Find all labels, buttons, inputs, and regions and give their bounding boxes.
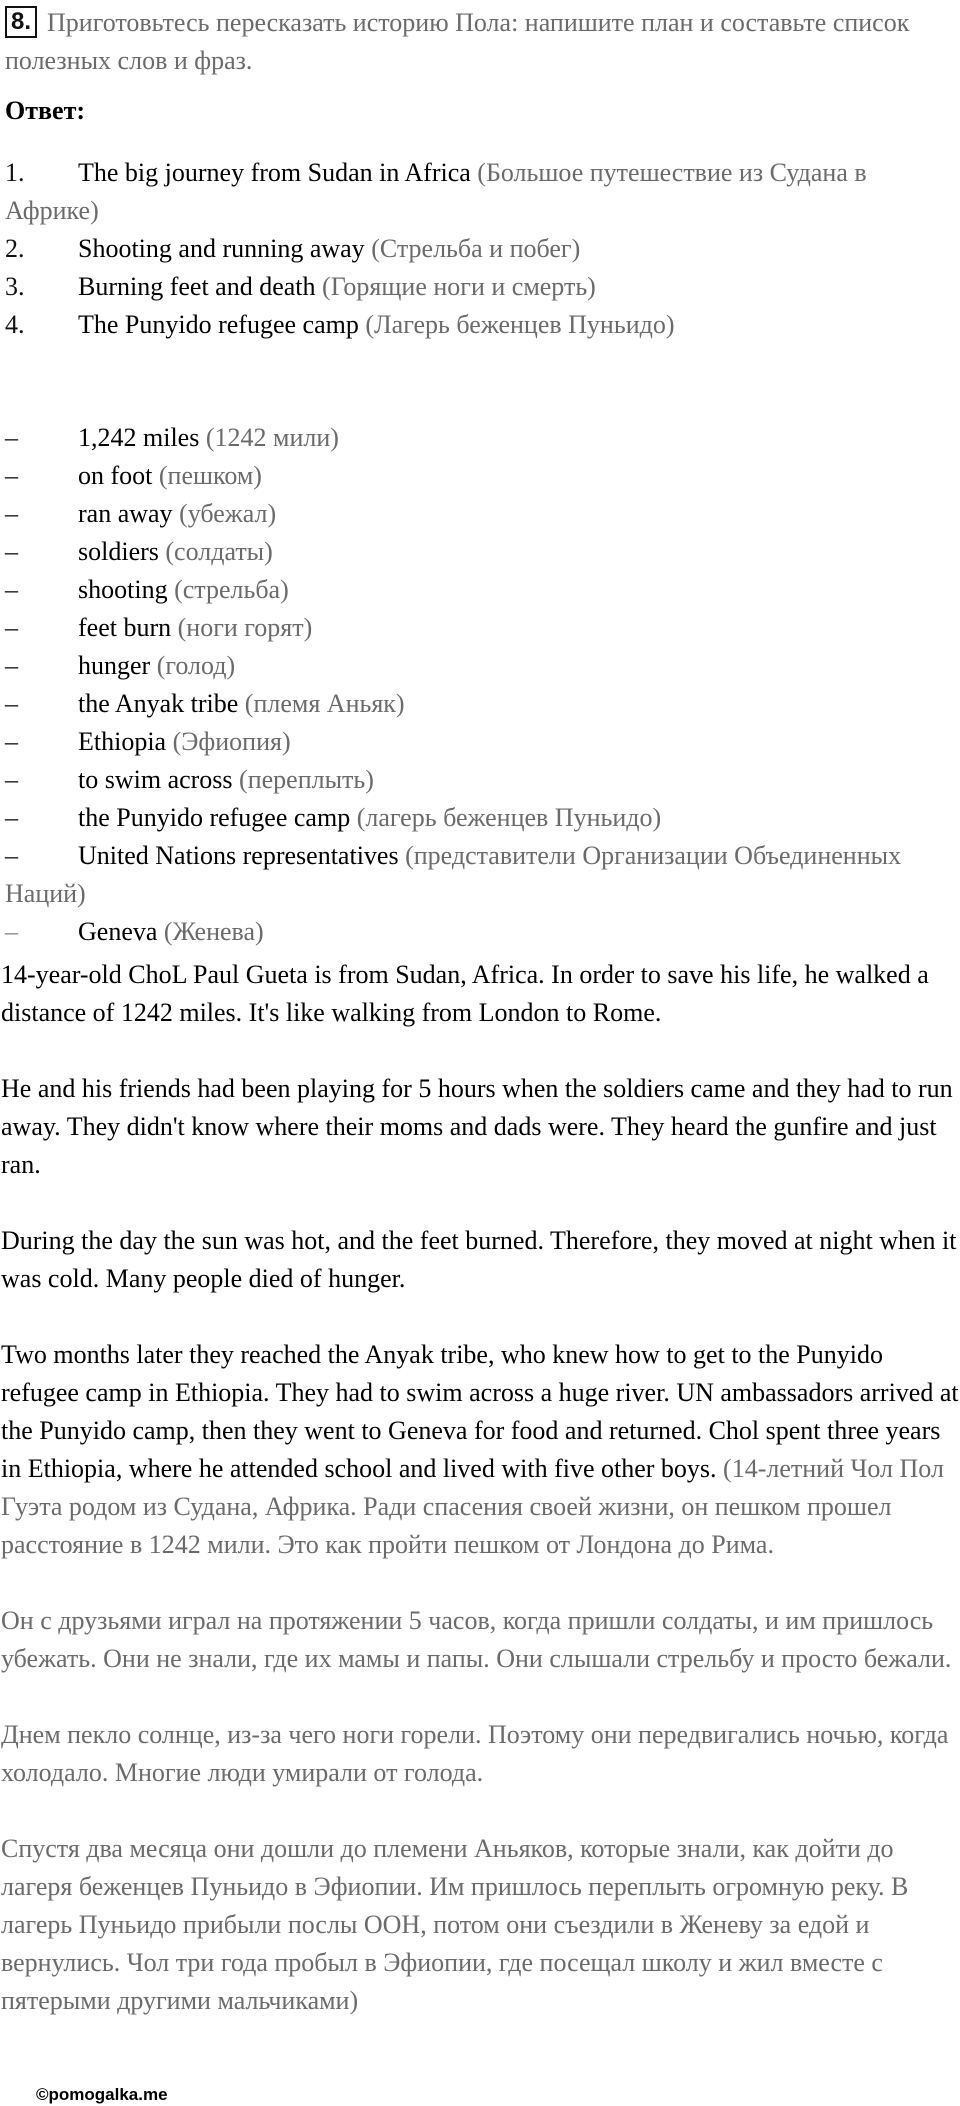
vocab-english: the Punyido refugee camp	[78, 803, 351, 832]
vocab-item	[5, 647, 955, 685]
vocab-dash: –	[5, 841, 18, 870]
vocab-russian: (Женева)	[157, 917, 264, 946]
vocab-russian: (убежал)	[172, 499, 277, 528]
vocab-item	[5, 837, 955, 913]
vocab-english: Ethiopia	[78, 727, 167, 756]
vocabulary-list	[5, 419, 955, 951]
plan-item	[5, 230, 955, 268]
plan-item-number: 3.	[5, 272, 25, 301]
story-paragraph-1: 14-year-old ChoL Paul Gueta is from Sudan, Africa. In order to save his life, he walked a distance of 1242 miles. It's like walking from London to Rome.	[1, 960, 929, 1027]
plan-item-number: 2.	[5, 234, 25, 263]
vocab-russian: (племя Аньяк)	[238, 689, 405, 718]
vocab-dash: –	[5, 917, 18, 946]
vocab-item	[5, 533, 955, 571]
story-paragraph-2: He and his friends had been playing for 5 hours when the soldiers came and they had to run away. They didn't know where their moms and dads were. They heard the gunfire and just ran.	[1, 1074, 953, 1179]
vocab-russian: (лагерь беженцев Пуньидо)	[350, 803, 662, 832]
vocab-item	[5, 913, 955, 951]
vocab-russian: (голод)	[150, 651, 236, 680]
story-paragraph-4-russian: (14-летний Чол Пол Гуэта родом из Судана, Африка. Ради спасения своей жизни, он пешком прошел расстояние в 1242 мили. Это как пройти пешком от Лондона до Рима.	[1, 1454, 944, 1559]
plan-item-english: Burning feet and death	[78, 272, 316, 301]
watermark: ©pomogalka.me	[36, 2085, 168, 2104]
vocab-dash: –	[5, 613, 18, 642]
plan-item-russian: (Горящие ноги и смерть)	[315, 272, 596, 301]
plan-item	[5, 268, 955, 306]
vocab-english: feet burn	[78, 613, 172, 642]
vocab-russian: (переплыть)	[232, 765, 374, 794]
task-number-badge: 8.	[5, 6, 37, 38]
vocab-item	[5, 761, 955, 799]
story-translation-3: Днем пекло солнце, из-за чего ноги горели. Поэтому они передвигались ночью, когда холодало. Многие люди умирали от голода.	[1, 1720, 949, 1787]
vocab-item	[5, 495, 955, 533]
vocab-dash: –	[5, 803, 18, 832]
vocab-english: 1,242 miles	[78, 423, 200, 452]
plan-item	[5, 306, 955, 344]
vocab-english: on foot	[78, 461, 153, 490]
plan-list	[5, 154, 955, 344]
vocab-dash: –	[5, 461, 18, 490]
vocab-russian: (ноги горят)	[171, 613, 313, 642]
story-paragraph-4	[1, 1336, 959, 1564]
vocab-russian: (представители Организации Объединенных Наций)	[5, 841, 902, 908]
vocab-english: United Nations representatives	[78, 841, 399, 870]
vocab-item	[5, 457, 955, 495]
plan-item-number: 4.	[5, 310, 25, 339]
vocab-dash: –	[5, 499, 18, 528]
plan-item-english: Shooting and running away	[78, 234, 365, 263]
vocab-english: soldiers	[78, 537, 159, 566]
vocab-english: to swim across	[78, 765, 233, 794]
plan-item-english: The big journey from Sudan in Africa	[78, 158, 471, 187]
plan-item-russian: (Стрельба и побег)	[364, 234, 581, 263]
vocab-english: shooting	[78, 575, 168, 604]
vocab-dash: –	[5, 651, 18, 680]
vocab-item	[5, 799, 955, 837]
vocab-dash: –	[5, 727, 18, 756]
task-instruction	[5, 4, 955, 80]
plan-item	[5, 154, 955, 230]
vocab-dash: –	[5, 765, 18, 794]
vocab-dash: –	[5, 689, 18, 718]
vocab-english: the Anyak tribe	[78, 689, 239, 718]
vocab-russian: (пешком)	[152, 461, 262, 490]
vocab-russian: (стрельба)	[167, 575, 289, 604]
vocab-russian: (Эфиопия)	[166, 727, 291, 756]
vocab-russian: (1242 мили)	[199, 423, 339, 452]
answer-label: Ответ:	[5, 96, 86, 125]
vocab-english: Geneva	[78, 917, 158, 946]
story-translation-4: Спустя два месяца они дошли до племени Аньяков, которые знали, как дойти до лагеря беженцев Пуньидо в Эфиопии. Им пришлось переплыть огромную реку. В лагерь Пуньидо прибыли послы ООН, потом они съездили в Женеву за едой и вернулись. Чол три года пробыл в Эфиопии, где посещал школу и жил вместе с пятерыми другими мальчиками)	[1, 1834, 909, 2015]
vocab-russian: (солдаты)	[158, 537, 273, 566]
vocab-item	[5, 685, 955, 723]
vocab-dash: –	[5, 537, 18, 566]
vocab-item	[5, 609, 955, 647]
vocab-item	[5, 723, 955, 761]
vocab-dash: –	[5, 423, 18, 452]
task-text: Приготовьтесь пересказать историю Пола: напишите план и составьте список полезных слов и фраз.	[5, 8, 910, 75]
story-text	[1, 956, 959, 2020]
vocab-english: ran away	[78, 499, 173, 528]
plan-item-russian: (Большое путешествие из Судана в Африке)	[5, 158, 867, 225]
story-paragraph-3: During the day the sun was hot, and the feet burned. Therefore, they moved at night when it was cold. Many people died of hunger.	[1, 1226, 957, 1293]
plan-item-english: The Punyido refugee camp	[78, 310, 359, 339]
vocab-item	[5, 571, 955, 609]
story-translation-2: Он с друзьями играл на протяжении 5 часов, когда пришли солдаты, и им пришлось убежать. Они не знали, где их мамы и папы. Они слышали стрельбу и просто бежали.	[1, 1606, 952, 1673]
plan-item-number: 1.	[5, 158, 25, 187]
vocab-english: hunger	[78, 651, 151, 680]
vocab-dash: –	[5, 575, 18, 604]
plan-item-russian: (Лагерь беженцев Пуньидо)	[358, 310, 675, 339]
story-paragraph-4-english: Two months later they reached the Anyak tribe, who knew how to get to the Punyido refugee camp in Ethiopia. They had to swim across a huge river. UN ambassadors arrived at the Punyido camp, then they went to Geneva for food and returned. Chol spent three years in Ethiopia, where he attended school and lived with five other boys.	[1, 1340, 959, 1483]
vocab-item	[5, 419, 955, 457]
